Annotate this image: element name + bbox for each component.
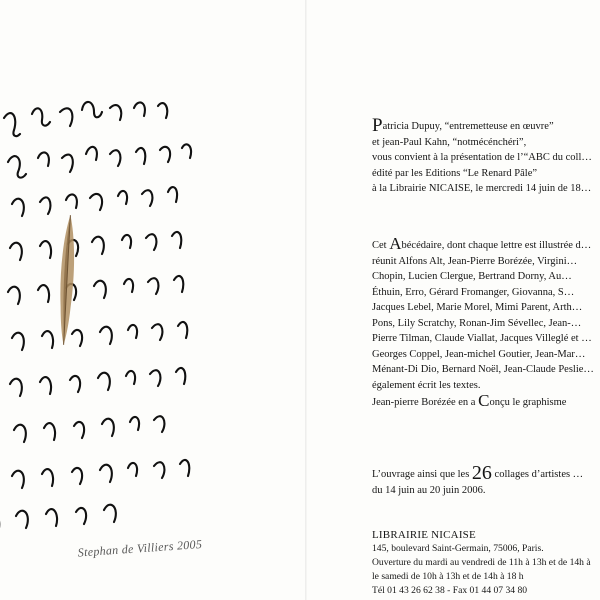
exhibition-line-1-post: collages d’artistes … xyxy=(491,469,584,480)
page-fold-divider xyxy=(305,0,307,600)
abecedaire-line-1-text: bécédaire, dont chaque lettre est illustrée d… xyxy=(401,240,592,251)
artist-signature: Stephan de Villiers 2005 xyxy=(77,536,203,560)
abecedaire-block xyxy=(372,236,600,411)
abecedaire-line-1 xyxy=(372,236,600,254)
invitation-line-1 xyxy=(372,115,600,136)
exhibition-line-1 xyxy=(372,462,600,484)
gallery-hours-weekdays: Ouverture du mardi au vendredi de 11h à 13h et de 14h à xyxy=(372,557,591,568)
invitation-line-3: vous convient à la présentation de l’“ABC du coll… xyxy=(372,152,592,163)
dropcap-p: P xyxy=(372,115,383,136)
text-panel xyxy=(310,0,600,600)
collage-count: 26 xyxy=(471,462,492,484)
dropcap-a: A xyxy=(389,234,402,253)
abecedaire-line-10: également écrit les textes. xyxy=(372,379,481,391)
exhibition-line-1-pre: L’ouvrage ainsi que les xyxy=(372,469,472,480)
abecedaire-line-1-pre: Cet xyxy=(372,240,390,251)
graphism-credit-line xyxy=(372,393,600,411)
graphism-credit-post: onçu le graphisme xyxy=(489,397,567,408)
invitation-line-4: édité par les Editions “Le Renard Pâle” xyxy=(372,167,538,179)
dropcap-c: C xyxy=(478,391,490,410)
abecedaire-line-6: Pons, Lily Scratchy, Ronan-Jim Sévellec, Jean-… xyxy=(372,317,582,329)
exhibition-info-block xyxy=(372,462,600,498)
gallery-name: LIBRAIRIE NICAISE xyxy=(372,529,476,541)
abecedaire-line-7: Pierre Tilman, Claude Viallat, Jacques Villeglé et … xyxy=(372,333,592,344)
abecedaire-line-4: Éthuin, Erro, Gérard Fromanger, Giovanna, S… xyxy=(372,286,575,298)
gallery-phone: Tél 01 43 26 62 38 - Fax 01 44 07 34 80 xyxy=(372,585,528,596)
gallery-street: 145, boulevard Saint-Germain, 75006, Paris. xyxy=(372,543,544,554)
asemic-writing-artwork xyxy=(0,96,252,536)
abecedaire-line-3: Chopin, Lucien Clergue, Bertrand Dorny, Au… xyxy=(372,271,572,282)
address-block xyxy=(372,528,600,598)
gallery-hours-saturday: le samedi de 10h à 13h et de 14h à 18 h xyxy=(372,571,524,582)
abecedaire-line-8: Georges Coppel, Jean-michel Goutier, Jean-Mar… xyxy=(372,348,586,360)
invitation-line-1-text: atricia Dupuy, “entremetteuse en œuvre” xyxy=(382,121,554,132)
abecedaire-line-2: réunit Alfons Alt, Jean-Pierre Borézée, Virgini… xyxy=(372,255,578,267)
abecedaire-line-9: Ménant-Di Dio, Bernard Noël, Jean-Claude Peslie… xyxy=(372,364,594,375)
invitation-block xyxy=(372,115,600,197)
invitation-line-2: et jean-Paul Kahn, “notmécénchéri”, xyxy=(372,136,527,148)
invitation-line-5: à la Librairie NICAISE, le mercredi 14 juin de 18… xyxy=(372,183,592,194)
graphism-credit-pre: Jean-pierre Borézée en a xyxy=(372,397,479,408)
exhibition-dates: du 14 juin au 20 juin 2006. xyxy=(372,484,486,496)
abecedaire-line-5: Jacques Lebel, Marie Morel, Mimi Parent, Arth… xyxy=(372,302,583,313)
